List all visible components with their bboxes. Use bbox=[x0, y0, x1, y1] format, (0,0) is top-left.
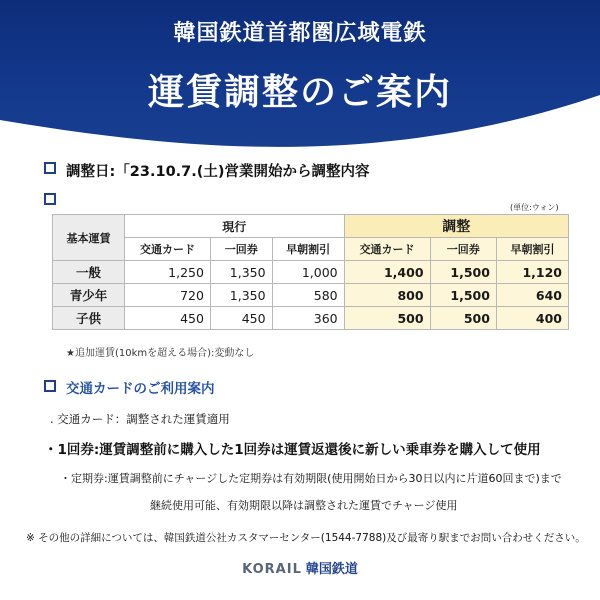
extra-fare-note: ★追加運賃(10kmを超える場合):変動なし bbox=[66, 348, 255, 359]
column-header: 交通カード bbox=[344, 238, 430, 261]
commuter-pass-line-1: ・定期券:運賃調整前にチャージした定期券は有効期限(使用開始日から30日以内に片道60回まで)まで bbox=[60, 472, 562, 485]
column-header: 一回券 bbox=[210, 238, 272, 261]
card-section-heading: 交通カードのご利用案内 bbox=[66, 381, 215, 397]
current-fare-cell: 1,350 bbox=[210, 261, 272, 284]
basic-fare-header: 基本運賃 bbox=[53, 215, 125, 261]
footer-note: ※ その他の詳細については、韓国鉄道公社カスタマーセンター(1544-7788)及び最寄り駅までお問い合わせください。 bbox=[26, 532, 586, 544]
banner-title: 運賃調整のご案内 bbox=[147, 72, 452, 113]
column-header: 交通カード bbox=[125, 238, 211, 261]
korail-logo bbox=[0, 558, 600, 577]
header-banner bbox=[0, 0, 600, 158]
current-fare-cell: 360 bbox=[272, 307, 344, 330]
table-row bbox=[53, 284, 569, 307]
current-fare-cell: 1,000 bbox=[272, 261, 344, 284]
adjusted-fare-cell: 640 bbox=[496, 284, 568, 307]
row-label: 青少年 bbox=[53, 284, 125, 307]
adjusted-fare-cell: 1,400 bbox=[344, 261, 430, 284]
adjusted-fare-cell: 800 bbox=[344, 284, 430, 307]
fare-table bbox=[52, 214, 569, 330]
logo-japanese-text: 韓国鉄道 bbox=[305, 562, 358, 577]
adjusted-fare-cell: 500 bbox=[344, 307, 430, 330]
fare-table-header-row bbox=[53, 215, 569, 238]
adjusted-fare-cell: 400 bbox=[496, 307, 568, 330]
adjusted-header: 調整 bbox=[344, 215, 568, 238]
table-row bbox=[53, 261, 569, 284]
card-fare-line: . 交通カード：調整された運賃適用 bbox=[50, 412, 230, 426]
current-fare-cell: 580 bbox=[272, 284, 344, 307]
current-fare-cell: 1,250 bbox=[125, 261, 211, 284]
column-header: 早朝割引 bbox=[496, 238, 568, 261]
current-fare-cell: 450 bbox=[210, 307, 272, 330]
adjusted-fare-cell: 1,500 bbox=[430, 284, 496, 307]
row-label: 子供 bbox=[53, 307, 125, 330]
current-header: 現行 bbox=[125, 215, 345, 238]
single-ticket-line: ・1回券:運賃調整前に購入した1回券は運賃返還後に新しい乗車券を購入して使用 bbox=[44, 442, 541, 458]
row-label: 一般 bbox=[53, 261, 125, 284]
adjustment-date: 調整日:「23.10.7.(土)営業開始から調整内容 bbox=[66, 164, 370, 180]
commuter-pass-line-2: 継続使用可能、有効期限以降は調整された運賃でチャージ使用 bbox=[150, 499, 458, 512]
checkbox-square-icon bbox=[44, 162, 56, 174]
table-row bbox=[53, 307, 569, 330]
adjusted-fare-cell: 500 bbox=[430, 307, 496, 330]
column-header: 早朝割引 bbox=[272, 238, 344, 261]
column-header: 一回券 bbox=[430, 238, 496, 261]
current-fare-cell: 720 bbox=[125, 284, 211, 307]
banner-subtitle: 韓国鉄道首都圏広域電鉄 bbox=[173, 21, 427, 46]
fare-table-subheader-row bbox=[53, 238, 569, 261]
current-fare-cell: 1,350 bbox=[210, 284, 272, 307]
checkbox-square-icon bbox=[44, 380, 56, 392]
adjusted-fare-cell: 1,500 bbox=[430, 261, 496, 284]
adjusted-fare-cell: 1,120 bbox=[496, 261, 568, 284]
unit-note: (単位:ウォン) bbox=[510, 203, 559, 212]
logo-english-text: KORAIL bbox=[242, 562, 302, 577]
checkbox-square-icon bbox=[44, 193, 56, 205]
current-fare-cell: 450 bbox=[125, 307, 211, 330]
